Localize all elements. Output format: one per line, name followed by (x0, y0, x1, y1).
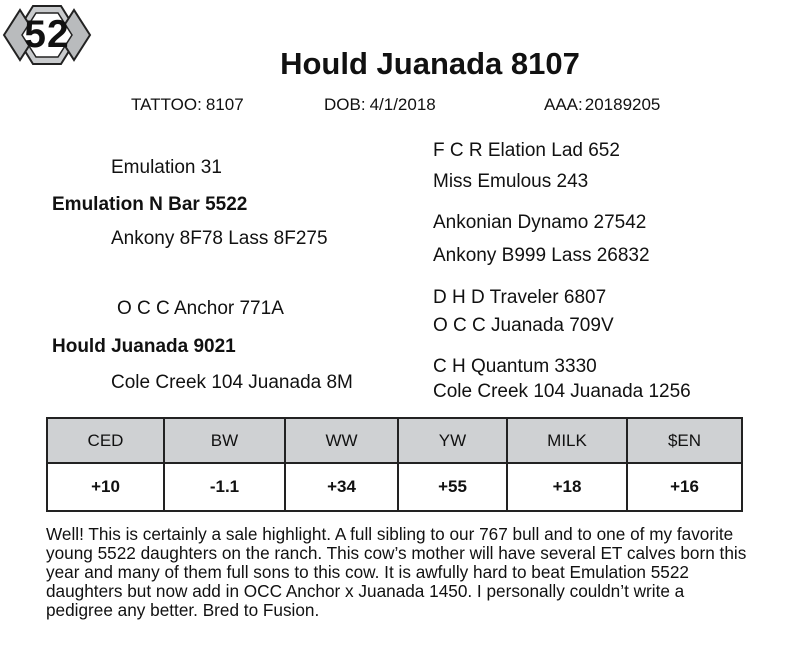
dam-dam-sire: C H Quantum 3330 (433, 356, 597, 377)
tattoo-field (131, 95, 244, 115)
aaa-value: 20189205 (584, 95, 661, 114)
dam-sire: O C C Anchor 771A (117, 298, 284, 319)
epd-value-bw: -1.1 (165, 464, 286, 510)
aaa-label: AAA: (544, 95, 583, 114)
epd-value-milk: +18 (508, 464, 628, 510)
epd-table (46, 417, 743, 512)
aaa-field (544, 95, 660, 115)
dam-dam: Cole Creek 104 Juanada 8M (111, 372, 353, 393)
sire-dam-dam: Ankony B999 Lass 26832 (433, 245, 650, 266)
sire: Emulation N Bar 5522 (52, 194, 248, 215)
description-text: Well! This is certainly a sale highlight. A full sibling to our 767 bull and to one of my favorite young 5522 daughters on the ranch. This cow’s mother will have several ET calves born this year and many of them full sons to this cow. It is awfully hard to beat Emulation 5522 daughters but now add in OCC Anchor x Juanada 1450. I personally couldn’t write a pedigree any better. Bred to Fusion. (46, 524, 747, 620)
sire-dam-sire: Ankonian Dynamo 27542 (433, 212, 647, 233)
epd-header-bw: BW (165, 419, 286, 464)
tattoo-label: TATTOO: (131, 95, 202, 114)
lot-badge (0, 0, 94, 70)
epd-header-milk: MILK (508, 419, 628, 464)
epd-value-en: +16 (670, 477, 699, 496)
tattoo-value: 8107 (205, 95, 244, 114)
epd-header-yw: YW (399, 419, 508, 464)
epd-header-en: $EN (628, 419, 741, 464)
dob-field (324, 95, 436, 115)
dob-value: 4/1/2018 (369, 95, 436, 114)
animal-name: Hould Juanada 8107 (280, 46, 580, 81)
epd-value-ww: +34 (286, 464, 399, 510)
dob-label: DOB: (324, 95, 366, 114)
epd-value-ced: +10 (48, 464, 165, 510)
dam-dam-dam: Cole Creek 104 Juanada 1256 (433, 381, 691, 402)
epd-header-ced: CED (48, 419, 165, 464)
dam-sire-dam: O C C Juanada 709V (433, 315, 614, 336)
sire-dam: Ankony 8F78 Lass 8F275 (111, 228, 328, 249)
sire-sire: Emulation 31 (111, 157, 222, 178)
dam: Hould Juanada 9021 (52, 336, 236, 357)
lot-number: 52 (24, 13, 70, 56)
epd-header-ww: WW (286, 419, 399, 464)
sire-sire-sire: F C R Elation Lad 652 (433, 140, 620, 161)
dam-sire-sire: D H D Traveler 6807 (433, 287, 607, 308)
epd-value-yw: +55 (399, 464, 508, 510)
sire-sire-dam: Miss Emulous 243 (433, 171, 589, 192)
